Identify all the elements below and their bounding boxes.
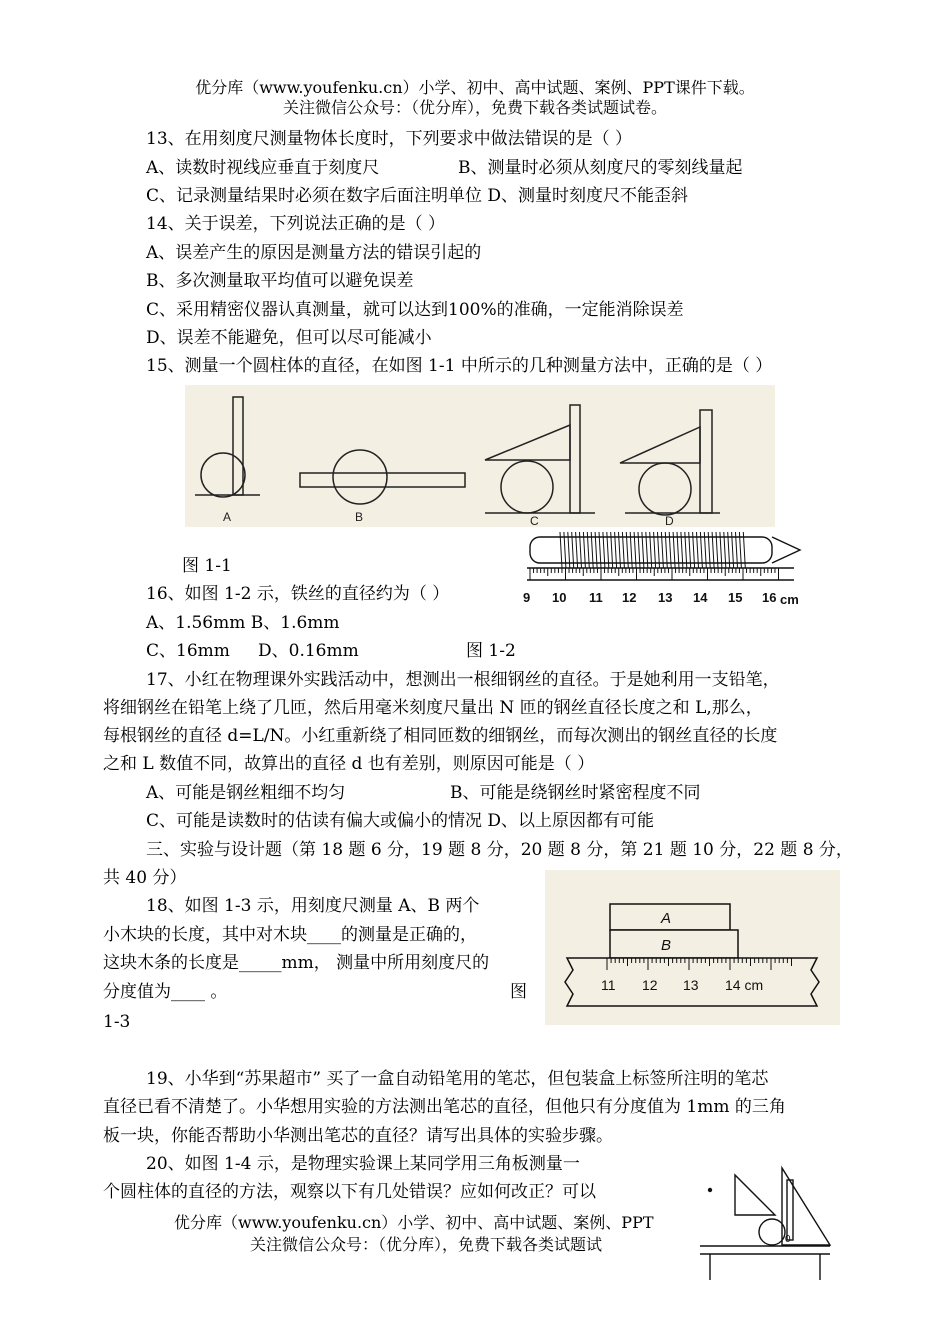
figure-1-2-drawing	[522, 522, 812, 612]
q19-line-1: 19、小华到“苏果超市” 买了一盒自动铅笔用的笔芯，但包装盒上标签所注明的笔芯	[146, 1069, 769, 1089]
figure-1-3-tick-14: 14 cm	[725, 977, 764, 993]
footer-line-1: 优分库（www.youfenku.cn）小学、初中、高中试题、案例、PPT	[174, 1213, 654, 1232]
q14-stem: 14、关于误差，下列说法正确的是（ ）	[146, 214, 446, 234]
figure-1-3-tick-11: 11	[601, 977, 616, 993]
figure-1-2-tick-15: 15	[728, 590, 743, 605]
figure-1-2-tick-13: 13	[658, 590, 673, 605]
figure-1-1-drawing	[185, 385, 775, 527]
q19-line-2: 直径已看不清楚了。小华想用实验的方法测出笔芯的直径，但他只有分度值为 1mm 的三角	[103, 1097, 786, 1117]
q13-option-a: A、读数时视线应垂直于刻度尺	[146, 158, 380, 178]
figure-1-3-label-a: A	[661, 910, 672, 927]
section-3-heading-cont: 共 40 分）	[103, 868, 187, 888]
q17-line-2: 将细钢丝在铅笔上绕了几匝，然后用毫米刻度尺量出 N 匝的钢丝直径长度之和 L,那么，	[103, 698, 763, 718]
figure-1-1-caption: 图 1-1	[182, 556, 232, 576]
figure-1-2-unit: cm	[780, 592, 799, 607]
q18-line-4: 分度值为____ 。	[103, 982, 228, 1002]
q17-line-1: 17、小红在物理课外实践活动中，想测出一根细钢丝的直径。于是她利用一支铅笔，	[146, 670, 780, 690]
figure-1-3-label-b: B	[661, 937, 672, 954]
figure-1-3-caption-word: 图	[510, 982, 527, 1002]
q15-stem: 15、测量一个圆柱体的直径，在如图 1-1 中所示的几种测量方法中，正确的是（ ）	[146, 356, 773, 376]
figure-1-3-drawing	[545, 870, 840, 1025]
section-3-heading: 三、实验与设计题（第 18 题 6 分，19 题 8 分，20 题 8 分，第 21 题 10 分，22 题 8 分，	[146, 840, 853, 860]
q18-line-1: 18、如图 1-3 示，用刻度尺测量 A、B 两个	[146, 896, 480, 916]
q17-line-4: 之和 L 数值不同，故算出的直径 d 也有差别，则原因可能是（ ）	[103, 754, 595, 774]
q16-option-c: C、16mm	[146, 641, 230, 661]
q16-stem: 16、如图 1-2 示，铁丝的直径约为（ ）	[146, 584, 450, 604]
figure-1-2-tick-16: 16	[762, 590, 777, 605]
q17-option-cd: C、可能是读数时的估读有偏大或偏小的情况 D、以上原因都有可能	[146, 811, 655, 831]
figure-1-3-caption-num: 1-3	[103, 1012, 131, 1032]
q14-option-a: A、误差产生的原因是测量方法的错误引起的	[146, 243, 482, 263]
q13-option-b: B、测量时必须从刻度尺的零刻线量起	[458, 158, 743, 178]
q17-option-b: B、可能是绕钢丝时紧密程度不同	[450, 783, 701, 803]
footer-line-2: 关注微信公众号：（优分库），免费下载各类试题试	[250, 1235, 603, 1254]
figure-1-2-tick-11: 11	[589, 590, 603, 605]
figure-1-2-tick-10: 10	[552, 590, 567, 605]
q14-option-b: B、多次测量取平均值可以避免误差	[146, 271, 414, 291]
figure-1-4-zero-label: 0	[785, 1234, 791, 1245]
q17-line-3: 每根钢丝的直径 d=L/N。小红重新绕了相同匝数的细钢丝，而每次测出的钢丝直径的长度	[103, 726, 778, 746]
figure-1-1-letter-a: A	[223, 510, 232, 524]
figure-1-3-tick-13: 13	[683, 977, 699, 993]
q20-line-1: 20、如图 1-4 示，是物理实验课上某同学用三角板测量一	[146, 1154, 580, 1174]
figure-1-2-tick-14: 14	[693, 590, 708, 605]
header-line-1: 优分库（www.youfenku.cn）小学、初中、高中试题、案例、PPT课件下载。	[195, 78, 755, 97]
q19-line-3: 板一块，你能否帮助小华测出笔芯的直径？请写出具体的实验步骤。	[103, 1126, 613, 1146]
q13-option-cd: C、记录测量结果时必须在数字后面注明单位 D、测量时刻度尺不能歪斜	[146, 186, 689, 206]
q18-line-3: 这块木条的长度是_____mm， 测量中所用刻度尺的	[103, 953, 490, 973]
q16-option-d: D、0.16mm	[258, 641, 359, 661]
figure-1-2-tick-12: 12	[622, 590, 637, 605]
q18-line-2: 小木块的长度，其中对木块____的测量是正确的，	[103, 925, 477, 945]
figure-1-1-letter-c: C	[530, 514, 539, 527]
figure-1-4	[690, 1160, 850, 1280]
q17-option-a: A、可能是钢丝粗细不均匀	[146, 783, 346, 803]
header-line-2: 关注微信公众号：（优分库），免费下载各类试题试卷。	[282, 98, 667, 117]
q16-option-ab: A、1.56mm B、1.6mm	[146, 613, 340, 633]
figure-1-2-caption: 图 1-2	[466, 641, 516, 661]
figure-1-2	[522, 522, 812, 612]
figure-1-3	[545, 870, 840, 1025]
figure-1-1	[185, 385, 775, 527]
q20-line-2: 个圆柱体的直径的方法，观察以下有几处错误？应如何改正？可以	[103, 1182, 596, 1202]
q13-stem: 13、在用刻度尺测量物体长度时，下列要求中做法错误的是（ ）	[146, 129, 633, 149]
figure-1-1-letter-d: D	[665, 514, 674, 527]
q14-option-d: D、误差不能避免，但可以尽可能减小	[146, 328, 432, 348]
figure-1-4-drawing	[690, 1160, 850, 1280]
figure-1-3-tick-12: 12	[642, 977, 658, 993]
figure-1-1-letter-b: B	[355, 510, 364, 524]
figure-1-2-tick-9: 9	[523, 590, 531, 605]
q14-option-c: C、采用精密仪器认真测量，就可以达到100%的准确，一定能消除误差	[146, 300, 684, 320]
